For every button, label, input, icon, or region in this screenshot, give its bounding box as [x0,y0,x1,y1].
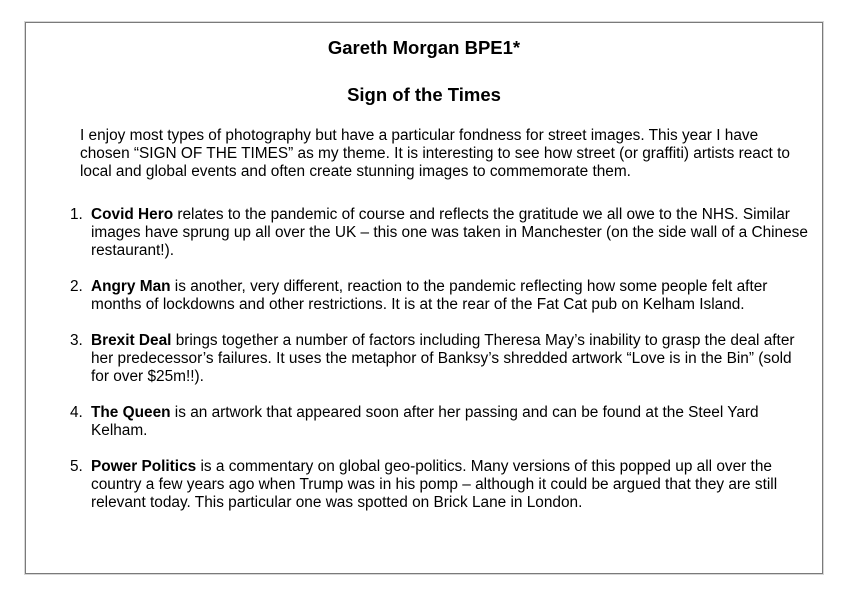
item-description: brings together a number of factors including Theresa May’s inability to grasp the deal after her predecessor’s failures. It uses the metaphor of Banksy’s shredded artwork “Love is in the Bin” (sold for over $25m!!). [91,332,795,385]
item-number: 4. [70,404,83,421]
item-body [91,206,810,260]
item-number: 5. [70,458,83,475]
item-number: 3. [70,332,83,349]
intro-paragraph: I enjoy most types of photography but have a particular fondness for street images. This year I have chosen “SIGN OF THE TIMES” as my theme. It is interesting to see how street (or graffiti) artists react to local and global events and often create stunning images to commemorate them. [80,127,790,180]
item-description: relates to the pandemic of course and reflects the gratitude we all owe to the NHS. Similar images have sprung up all over the UK – this one was taken in Manchester (on the side wall of a Chinese restaurant!). [91,206,808,259]
image-list [70,206,810,530]
author-heading: Gareth Morgan BPE1* [327,37,521,58]
item-title: Covid Hero [91,206,174,223]
item-number: 1. [70,206,83,223]
item-body [91,404,810,440]
item-title: The Queen [91,404,171,421]
list-item [70,278,810,314]
list-item [70,332,810,386]
item-description: is another, very different, reaction to the pandemic reflecting how some people felt after months of lockdowns and other restrictions. It is at the rear of the Fat Cat pub on Kelham Island. [91,278,768,313]
item-body [91,458,810,512]
list-item [70,458,810,512]
item-body [91,332,810,386]
item-body [91,278,810,314]
item-title: Brexit Deal [91,332,172,349]
item-description: is a commentary on global geo-politics. Many versions of this popped up all over the country a few years ago when Trump was in his pomp – although it could be argued that they are still relevant today. This particular one was spotted on Brick Lane in London. [91,458,778,511]
item-description: is an artwork that appeared soon after her passing and can be found at the Steel Yard Kelham. [91,404,759,439]
item-title: Power Politics [91,458,197,475]
item-number: 2. [70,278,83,295]
item-title: Angry Man [91,278,171,295]
list-item [70,404,810,440]
list-item [70,206,810,260]
theme-title: Sign of the Times [347,84,501,105]
